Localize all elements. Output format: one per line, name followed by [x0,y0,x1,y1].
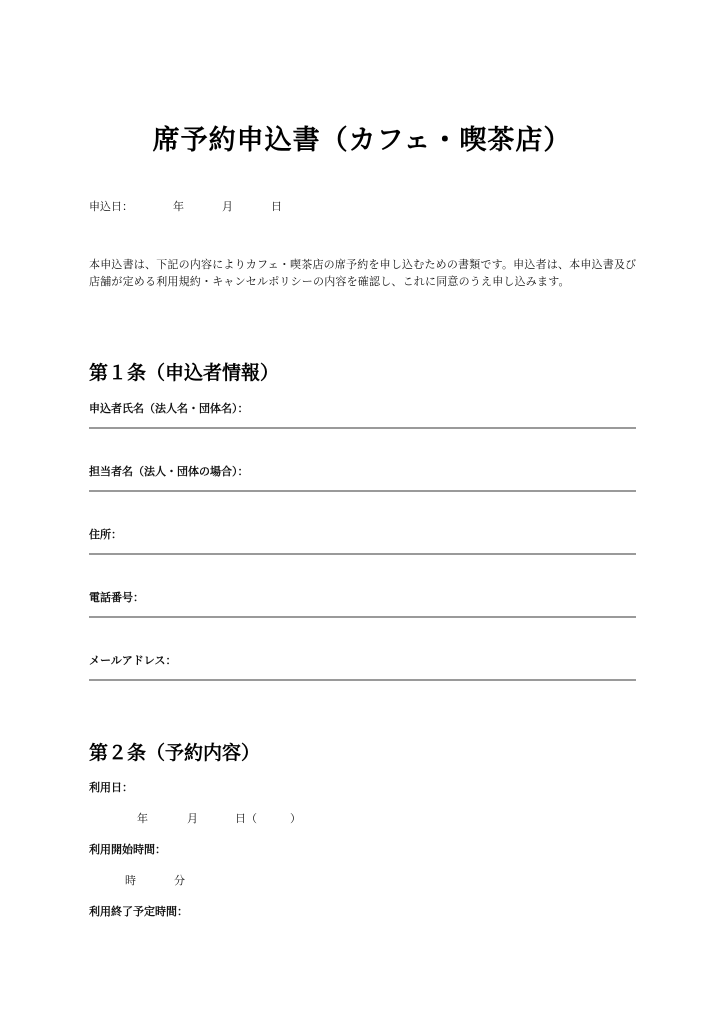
section2-title: 第２条（予約内容） [89,742,261,764]
section1-title: 第１条（申込者情報） [89,362,280,384]
start-time-minute: 分 [174,874,185,887]
phone-line[interactable] [89,616,636,618]
use-date-day-weekday: 日（ ） [235,812,301,825]
address-line[interactable] [89,553,636,555]
end-time-label: 利用終了予定時間： [89,905,188,918]
phone-label: 電話番号： [89,591,144,604]
document-title: 席予約申込書（カフェ・喫茶店） [152,125,572,156]
email-label: メールアドレス： [89,654,177,667]
use-date-year: 年 [137,812,148,825]
application-date-day: 日 [271,200,282,213]
application-date-month: 月 [222,200,233,213]
use-date-month: 月 [187,812,198,825]
applicant-name-line[interactable] [89,427,636,429]
use-date-label: 利用日： [89,781,133,794]
applicant-name-label: 申込者氏名（法人名・団体名）： [89,402,249,415]
application-date-year: 年 [173,200,184,213]
start-time-label: 利用開始時間： [89,843,166,856]
application-date-row [89,198,282,214]
application-date-label: 申込日： [89,200,133,213]
contact-person-label: 担当者名（法人・団体の場合）： [89,465,249,478]
contact-person-line[interactable] [89,490,636,492]
intro-paragraph: 本申込書は、下記の内容によりカフェ・喫茶店の席予約を申し込むための書類です。申込者は、本申込書及び店舗が定める利用規約・キャンセルポリシーの内容を確認し、これに同意のうえ申し込みます。 [89,258,637,288]
email-line[interactable] [89,679,636,681]
start-time-hour: 時 [125,874,136,887]
address-label: 住所： [89,528,122,541]
